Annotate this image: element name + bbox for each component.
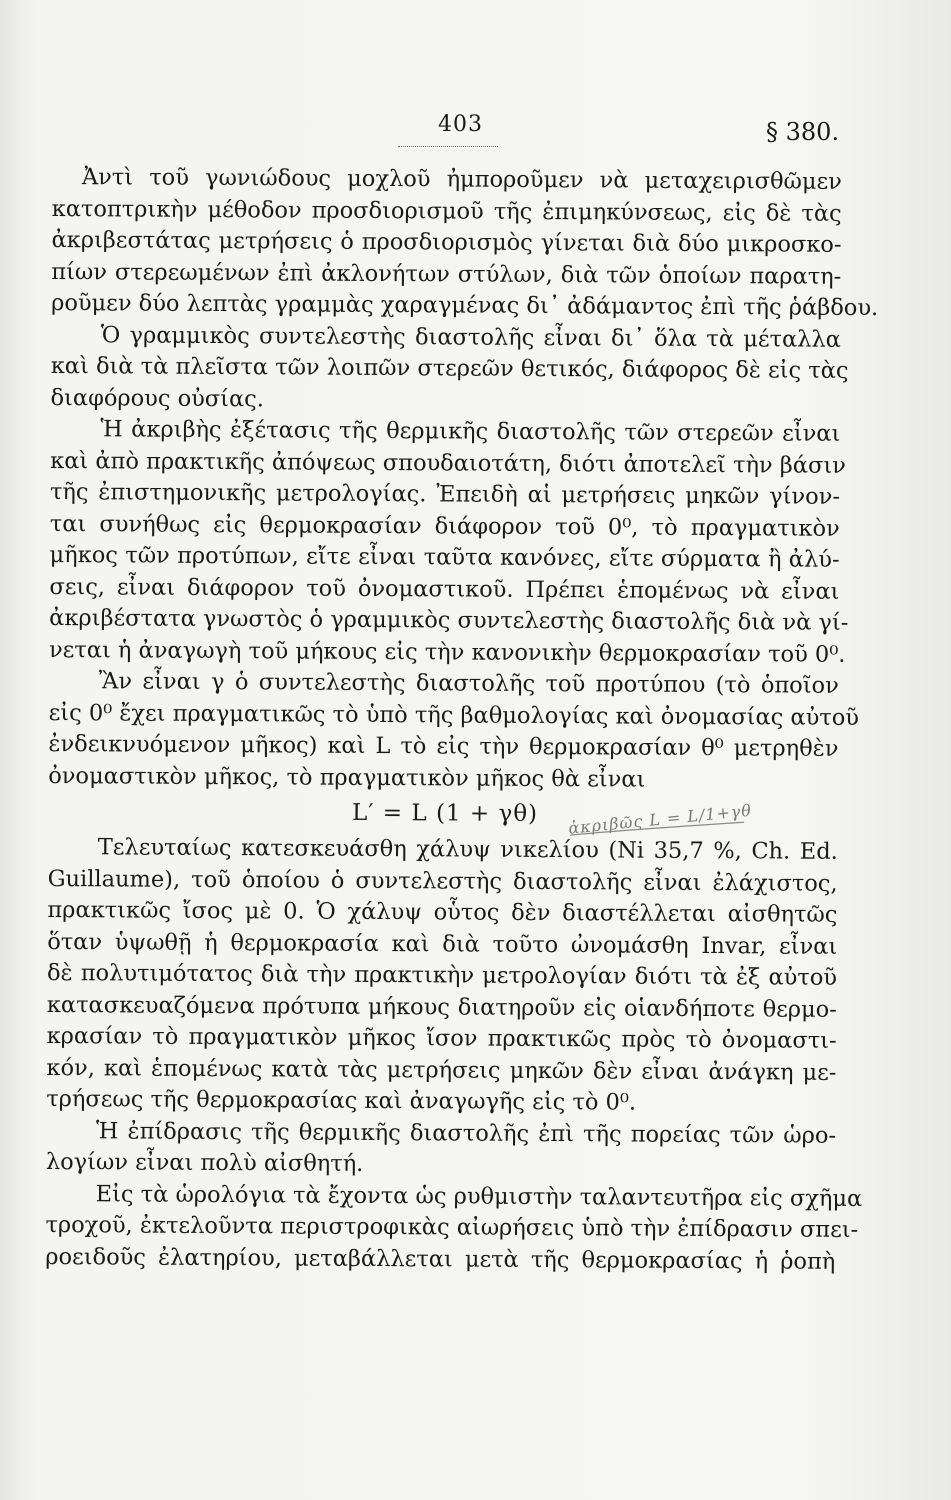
text-line: σεις, εἶναι διάφορον τοῦ ὀνομαστικοῦ. Πρέπει ἑπομένως νὰ εἶναι [49,573,840,605]
formula-line [48,792,838,837]
text-line: δὲ πολυτιμότατος διὰ τὴν πρακτικὴν μετρολογίαν διότι τὰ ἐξ αὐτοῦ [46,959,838,991]
text-line: ροῦμεν δύο λεπτὰς γραμμὰς χαραγμένας δι᾽ ἀδάμαντος ἐπὶ τῆς ῥάβδου. [51,289,879,322]
text-line: κρασίαν τὸ πραγματικὸν μῆκος ἴσον πρακτικῶς πρὸς τὸ ὀνομαστι- [46,1022,837,1054]
page-header [0,112,951,152]
text-line: Ὁ γραμμικὸς συντελεστὴς διαστολῆς εἶναι δι᾽ ὅλα τὰ μέταλλα [100,321,842,353]
text-line: Ἀντὶ τοῦ γωνιώδους μοχλοῦ ἠμποροῦμεν νὰ μεταχειρισθῶμεν [81,164,842,195]
text-line: Εἰς τὰ ὡρολόγια τὰ ἔχοντα ὡς ρυθμιστὴν ταλαντευτῆρα εἰς σχῆμα [95,1180,863,1212]
text-line: λογίων εἶναι πολὺ αἰσθητή. [45,1148,364,1177]
text-line: πίων στερεωμένων ἐπὶ ἀκλονήτων στύλων, διὰ τῶν ὁποίων παρατη- [51,258,842,290]
text-line: κατασκευαζόμενα πρότυπα μήκους διατηροῦν εἰς οἱανδήποτε θερμο- [46,991,837,1023]
text-line: Ἡ ἀκριβὴς ἐξέτασις τῆς θερμικῆς διαστολῆς τῶν στερεῶν εἶναι [100,416,841,447]
text-line: τροχοῦ, ἐκτελοῦντα περιστροφικὰς αἰωρήσεις ὑπὸ τὴν ἐπίδρασιν σπει- [45,1211,859,1243]
page-number-underline [398,146,498,147]
section-number: § 380. [766,118,840,146]
text-line: Ἡ ἐπίδρασις τῆς θερμικῆς διαστολῆς ἐπὶ τῆς πορείας τῶν ὡρο- [96,1117,837,1149]
text-line: ται συνήθως εἰς θερμοκρασίαν διάφορον τοῦ 0⁰, τὸ πραγματικὸν [49,510,840,542]
text-line: καὶ ἀπὸ πρακτικῆς ἀπόψεως σπουδαιοτάτη, διότι ἀποτελεῖ τὴν βάσιν [50,447,846,479]
text-line: ροειδοῦς ἐλατηρίου, μεταβάλλεται μετὰ τῆς θερμοκρασίας ἡ ῥοπὴ [45,1243,836,1275]
text-line: ὀνομαστικὸν μῆκος, τὸ πραγματικὸν μῆκος θὰ εἶναι [48,762,646,793]
text-line: Guillaume), τοῦ ὁποίου ὁ συντελεστὴς διαστολῆς εἶναι ἐλάχιστος, [47,865,838,897]
body-text [45,162,879,1278]
text-line: διαφόρους οὐσίας. [50,384,265,412]
text-line: καὶ διὰ τὰ πλεῖστα τῶν λοιπῶν στερεῶν θετικός, διάφορος δὲ εἰς τὰς [50,352,849,384]
text-line: εἰς 0⁰ ἔχει πραγματικῶς τὸ ὑπὸ τῆς βαθμολογίας καὶ ὀνομασίας αὐτοῦ [48,699,860,731]
text-line: Ἂν εἶναι γ ὁ συντελεστὴς διαστολῆς τοῦ προτύπου (τὸ ὁποῖον [98,668,839,699]
text-line: τρήσεως τῆς θερμοκρασίας καὶ ἀναγωγῆς εἰς τὸ 0⁰. [46,1085,637,1116]
text-line: τῆς ἐπιστημονικῆς μετρολογίας. Ἐπειδὴ αἱ μετρήσεις μηκῶν γίνον- [49,478,841,510]
text-line: κόν, καὶ ἑπομένως κατὰ τὰς μετρήσεις μηκῶν δὲν εἶναι ἀνάγκη με- [46,1054,837,1086]
text-line: ἀκριβεστάτας μετρήσεις ὁ προσδιορισμὸς γίνεται διὰ δύο μικροσκο- [51,226,842,258]
handwritten-note: ἀκριβῶς L = L/1+γθ [567,800,753,838]
text-line: ὅταν ὑψωθῇ ἡ θερμοκρασία καὶ διὰ τοῦτο ὠνομάσθη Invar, εἶναι [47,928,838,960]
text-line: ἐνδεικνυόμενον μῆκος) καὶ L τὸ εἰς τὴν θερμοκρασίαν θ⁰ μετρηθὲν [48,730,839,762]
formula: L′ = L (1 + γθ) [351,799,539,827]
page-number: 403 [438,112,483,137]
handwritten-underline-icon [568,813,748,844]
text-line: πρακτικῶς ἴσος μὲ 0. Ὁ χάλυψ οὗτος δὲν διαστέλλεται αἰσθητῶς [47,896,838,928]
text-line: μῆκος τῶν προτύπων, εἴτε εἶναι ταῦτα κανόνες, εἴτε σύρματα ἢ ἀλύ- [49,541,840,573]
text-line: νεται ἡ ἀναγωγὴ τοῦ μήκους εἰς τὴν κανονικὴν θερμοκρασίαν τοῦ 0⁰. [48,636,846,668]
text-line: Τελευταίως κατεσκευάσθη χάλυψ νικελίου (Ni 35,7 %, Ch. Ed. [97,834,838,865]
text-line: ἀκριβέστατα γνωστὸς ὁ γραμμικὸς συντελεστὴς διαστολῆς διὰ νὰ γί- [49,604,849,636]
text-line: κατοπτρικὴν μέθοδον προσδιορισμοῦ τῆς ἐπιμηκύνσεως, εἰς δὲ τὰς [51,195,842,227]
